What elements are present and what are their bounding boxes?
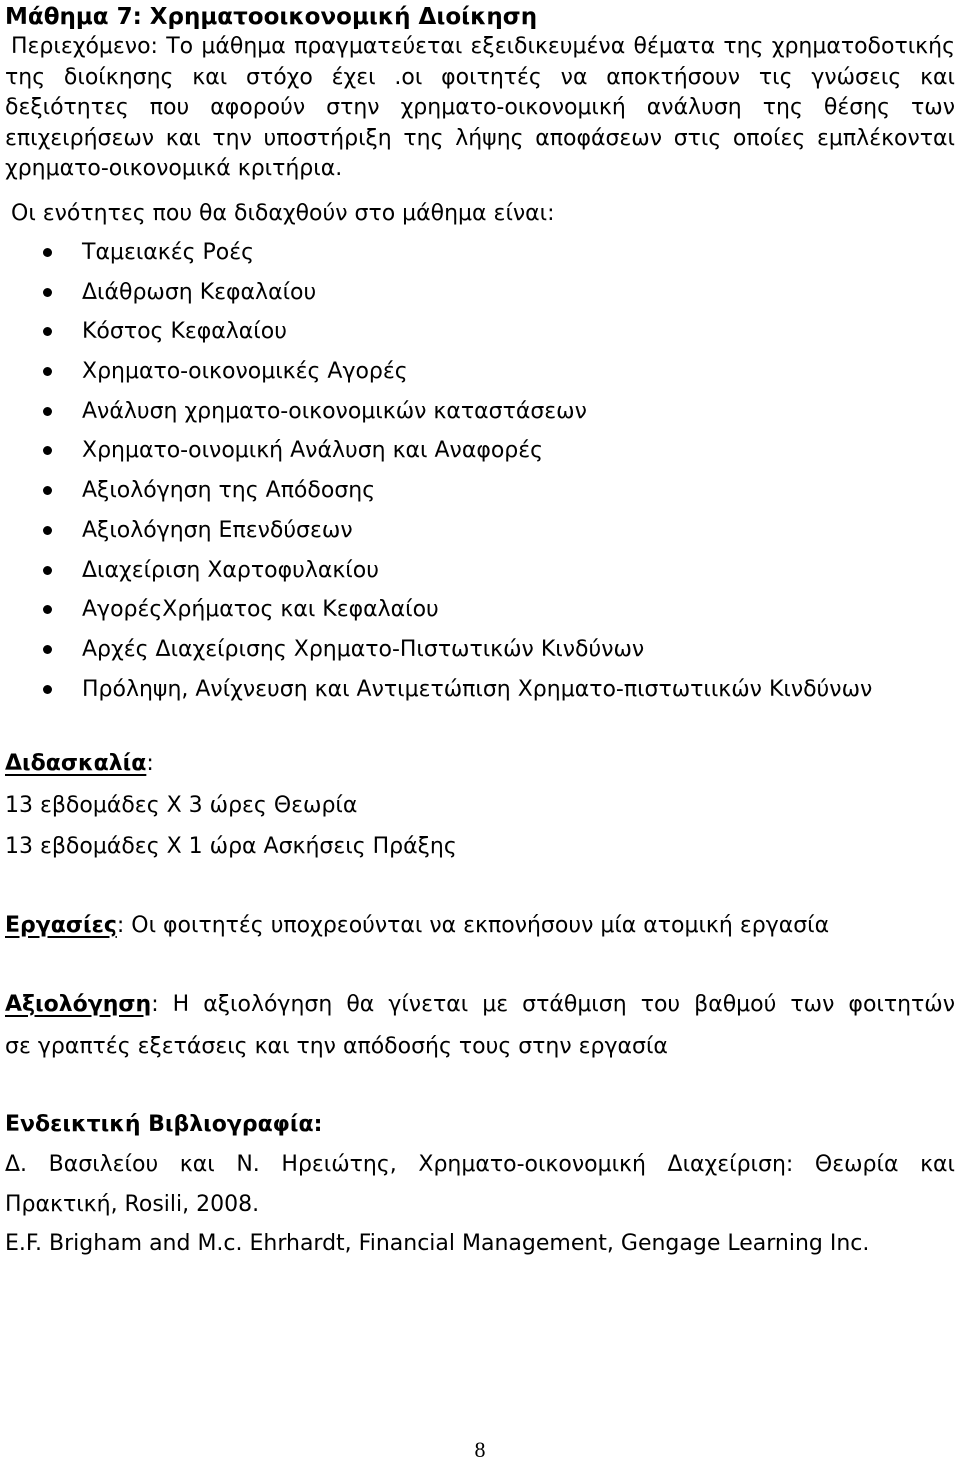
bullet-icon: [43, 288, 52, 297]
teaching-line-1: 13 εβδομάδες Χ 3 ώρες Θεωρία: [5, 793, 358, 818]
unit-item: [5, 635, 955, 675]
teaching-line-2: 13 εβδομάδες Χ 1 ώρα Ασκήσεις Πράξης: [5, 834, 457, 859]
unit-item: [5, 238, 955, 278]
unit-label: Διαχείριση Χαρτοφυλακίου: [82, 557, 379, 583]
bullet-icon: [43, 327, 52, 336]
unit-label: Κόστος Κεφαλαίου: [82, 319, 287, 345]
unit-label: ΑγορέςΧρήματος και Κεφαλαίου: [82, 597, 439, 623]
teaching-heading: [5, 749, 154, 779]
unit-item: [5, 675, 955, 715]
assignments-text: Οι φοιτητές υποχρεούνται να εκπονήσουν μία ατομική εργασία: [124, 913, 830, 938]
unit-label: Διάθρωση Κεφαλαίου: [82, 279, 317, 305]
unit-item: [5, 357, 955, 397]
bibliography-heading: Ενδεικτική Βιβλιογραφία:: [5, 1112, 323, 1137]
bibliography-entry-2: E.F. Brigham and M.c. Ehrhardt, Financial Management, Gengage Learning Inc.: [5, 1231, 870, 1256]
unit-item: [5, 278, 955, 318]
evaluation-label: Αξιολόγηση: [5, 992, 152, 1017]
bullet-icon: [43, 526, 52, 535]
teaching-label: Διδασκαλία: [5, 751, 147, 776]
unit-label: Ανάλυση χρηματο-οικονομικών καταστάσεων: [82, 398, 587, 424]
unit-label: Χρηματο-οικονομικές Αγορές: [82, 359, 408, 385]
unit-item: [5, 317, 955, 357]
units-intro: Οι ενότητες που θα διδαχθούν στο μάθημα είναι:: [11, 201, 555, 226]
bullet-icon: [43, 605, 52, 614]
assignments-label: Εργασίες: [5, 913, 117, 938]
content-paragraph: [5, 32, 955, 185]
bibliography-entry-1-line-1: Δ. Βασιλείου και Ν. Ηρειώτης, Χρηματο-οικονομική Διαχείριση: Θεωρία και: [5, 1152, 955, 1177]
unit-label: Χρηματο-οινομική Ανάλυση και Αναφορές: [82, 438, 544, 464]
unit-label: Αξιολόγηση της Απόδοσης: [82, 478, 376, 504]
bullet-icon: [43, 248, 52, 257]
page-number: 8: [474, 1437, 486, 1462]
units-list: [5, 238, 955, 714]
bullet-icon: [43, 486, 52, 495]
evaluation-line-2: σε γραπτές εξετάσεις και την απόδοσής τους στην εργασία: [5, 1034, 668, 1059]
unit-item: [5, 397, 955, 437]
bullet-icon: [43, 367, 52, 376]
bullet-icon: [43, 566, 52, 575]
evaluation-colon: :: [151, 992, 159, 1017]
unit-item: [5, 516, 955, 556]
assignments-line: [5, 911, 829, 941]
bullet-icon: [43, 685, 52, 694]
unit-label: Πρόληψη, Ανίχνευση και Αντιμετώπιση Χρηματο-πιστωτιικών Κινδύνων: [82, 676, 873, 702]
teaching-colon: :: [146, 751, 154, 776]
bullet-icon: [43, 407, 52, 416]
course-title: Μάθημα 7: Χρηματοοικονομική Διοίκηση: [5, 4, 538, 30]
unit-label: Αρχές Διαχείρισης Χρηματο-Πιστωτικών Κινδύνων: [82, 636, 645, 662]
unit-item: [5, 476, 955, 516]
unit-item: [5, 436, 955, 476]
unit-item: [5, 556, 955, 596]
unit-label: Αξιολόγηση Επενδύσεων: [82, 517, 353, 543]
evaluation-line-1: [5, 990, 955, 1020]
bullet-icon: [43, 446, 52, 455]
assignments-colon: :: [116, 913, 125, 938]
bullet-icon: [43, 645, 52, 654]
content-label: Περιεχόμενο:: [11, 34, 158, 59]
bibliography-entry-1-line-2: Πρακτική, Rosili, 2008.: [5, 1192, 260, 1217]
content-text: Το μάθημα πραγματεύεται εξειδικευμένα θέματα της χρηματοδοτικής της διοίκησης και στόχο έχει .οι φοιτητές να αποκτήσουν τις γνώσεις και δεξιότητες που αφορούν στην χρηματο-οικονομική ανάλυση της θέσης των επιχειρήσεων και την υποστήριξη της λήψης αποφάσεων στις οποίες εμπλέκονται χρηματο-οικονομικά κριτήρια.: [5, 34, 955, 181]
unit-item: [5, 595, 955, 635]
unit-label: Ταμειακές Ροές: [82, 240, 255, 265]
evaluation-text-1: Η αξιολόγηση θα γίνεται με στάθμιση του βαθμού των φοιτητών: [158, 992, 955, 1017]
